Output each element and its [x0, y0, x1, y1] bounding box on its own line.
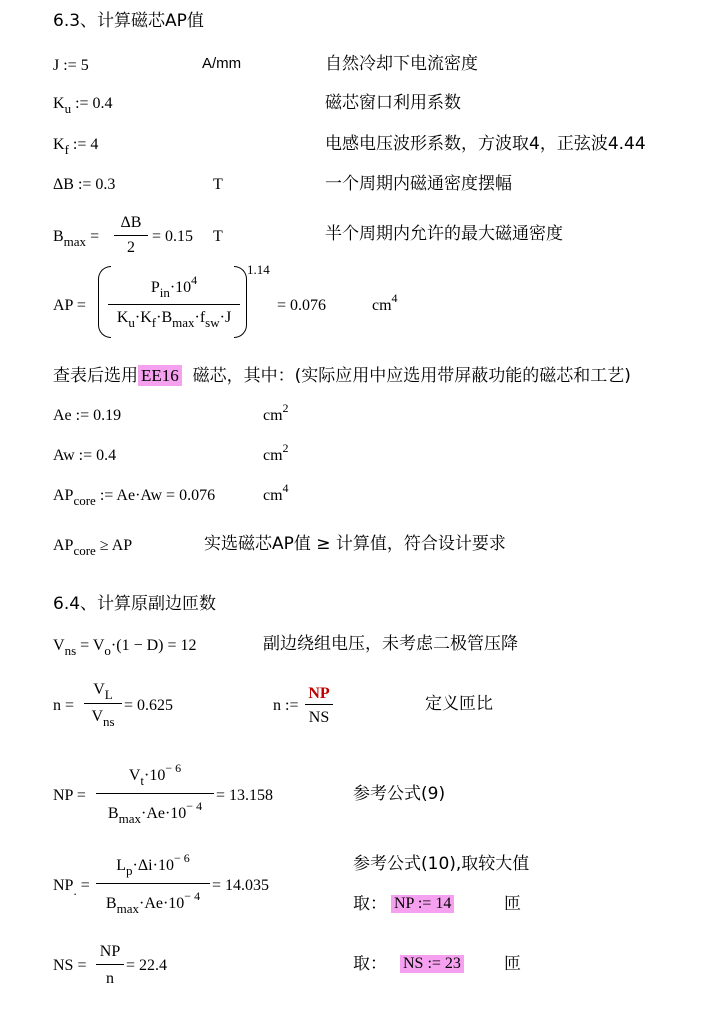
ns-fraction: [96, 944, 124, 988]
np-formula9-result: = 13.158: [216, 787, 274, 804]
np-formula10-lhs: $NP_.$ =: [53, 877, 90, 898]
section-title-6-4: 6.4、计算原副边匝数: [53, 594, 217, 614]
turns-ratio-def-numerator: NP: [308, 685, 330, 702]
ap-fraction: [108, 273, 240, 332]
np-formula9-fraction: [96, 762, 214, 828]
bmax-denominator: 2: [127, 239, 135, 256]
selected-core-badge: EE16: [138, 365, 182, 386]
ns-result: = 22.4: [126, 957, 168, 974]
np-formula10-note: 参考公式(10),取较大值: [353, 854, 530, 874]
turns-ratio-note: 定义匝比: [425, 694, 493, 714]
ap-result: = 0.076: [277, 297, 327, 314]
flux-swing-unit: T: [213, 176, 223, 193]
turns-ratio-lhs: n =: [53, 697, 75, 714]
ap-right-paren: [234, 266, 247, 338]
apcore-check-note: 实选磁芯AP值 ≥ 计算值，符合设计要求: [204, 534, 506, 554]
core-selection-line: 查表后选用 EE16 磁芯，其中：(实际应用中应选用带屏蔽功能的磁芯和工艺): [53, 366, 631, 386]
np-formula10-numerator: $L_p\cdot\Delta i\cdot 10^{- 6}$: [116, 851, 190, 878]
ap-lhs: AP =: [53, 297, 86, 314]
turns-ratio-result: = 0.625: [124, 697, 174, 714]
ns-chosen-badge: NS := 23: [400, 955, 464, 973]
ap-denominator: $K_u\cdot K_f\cdot B_{max}\cdot f_{sw}\cdot J$: [116, 309, 232, 330]
ap-numerator: $P_{in}\cdot 10^4$: [150, 273, 198, 300]
window-utilization-expr: $K_u$ := 0.4: [53, 95, 113, 116]
ns-denominator: n: [106, 970, 114, 987]
ns-numerator: NP: [99, 943, 121, 960]
section-title-6-3: 6.3、计算磁芯AP值: [53, 11, 204, 31]
current-density-unit: A/mm: [202, 55, 242, 72]
ae-expr: Ae := 0.19: [53, 407, 122, 424]
bmax-note: 半个周期内允许的最大磁通密度: [325, 224, 563, 244]
ns-take-label: 取：: [353, 954, 387, 974]
np-formula9-denominator: $B_{max}\cdot Ae\cdot 10^{- 4}$: [107, 799, 203, 826]
np-formula10-fraction: [96, 852, 210, 918]
bmax-fraction: [114, 215, 148, 259]
current-density-note: 自然冷却下电流密度: [325, 54, 478, 74]
np-formula10-result: = 14.035: [212, 877, 270, 894]
turns-ratio-def-lhs: n :=: [273, 697, 299, 714]
current-density-expr: J := 5: [53, 57, 89, 74]
np-formula9-lhs: NP =: [53, 787, 86, 804]
turns-ratio-def-fraction: [305, 686, 333, 728]
flux-swing-expr: ΔB := 0.3: [53, 176, 116, 193]
np-formula10-denominator: $B_{max}\cdot Ae\cdot 10^{- 4}$: [105, 889, 201, 916]
ns-unit: 匝: [504, 954, 521, 974]
apcore-expr: $AP_{core}$ := Ae·Aw = 0.076: [53, 487, 216, 508]
turns-ratio-denominator: $V_{ns}$: [91, 708, 115, 729]
np-unit: 匝: [504, 894, 521, 914]
waveform-factor-note: 电感电压波形系数，方波取4，正弦波4.44: [325, 134, 646, 154]
np-formula9-note: 参考公式(9): [353, 784, 446, 804]
ae-unit: $cm^2$: [263, 401, 289, 424]
turns-ratio-numerator: $V_L$: [93, 681, 113, 702]
window-utilization-note: 磁芯窗口利用系数: [325, 93, 461, 113]
apcore-check-expr: $AP_{core}$ ≥ AP: [53, 537, 133, 558]
vns-note: 副边绕组电压，未考虑二极管压降: [263, 634, 518, 654]
vns-expr: $V_{ns} = V_o\cdot(1 - D) = 12$: [53, 637, 197, 658]
turns-ratio-fraction: [84, 682, 122, 732]
ap-unit: $cm^4$: [372, 291, 398, 314]
waveform-factor-expr: $K_f$ := 4: [53, 136, 99, 157]
ns-lhs: NS =: [53, 957, 87, 974]
turns-ratio-def-denominator: NS: [308, 709, 330, 726]
apcore-unit: $cm^4$: [263, 481, 289, 504]
bmax-lhs: $B_{max}$ =: [53, 228, 100, 249]
np-formula9-numerator: $V_t\cdot 10^{- 6}$: [128, 761, 182, 788]
np-take-label: 取：: [353, 894, 387, 914]
aw-unit: $cm^2$: [263, 441, 289, 464]
np-chosen-badge: NP := 14: [391, 895, 454, 913]
ap-power: 1.14: [247, 262, 270, 277]
flux-swing-note: 一个周期内磁通密度摆幅: [325, 174, 512, 194]
aw-expr: Aw := 0.4: [53, 447, 117, 464]
bmax-unit: T: [213, 228, 223, 245]
bmax-result: = 0.15: [152, 228, 194, 245]
bmax-numerator: ΔB: [120, 214, 142, 231]
